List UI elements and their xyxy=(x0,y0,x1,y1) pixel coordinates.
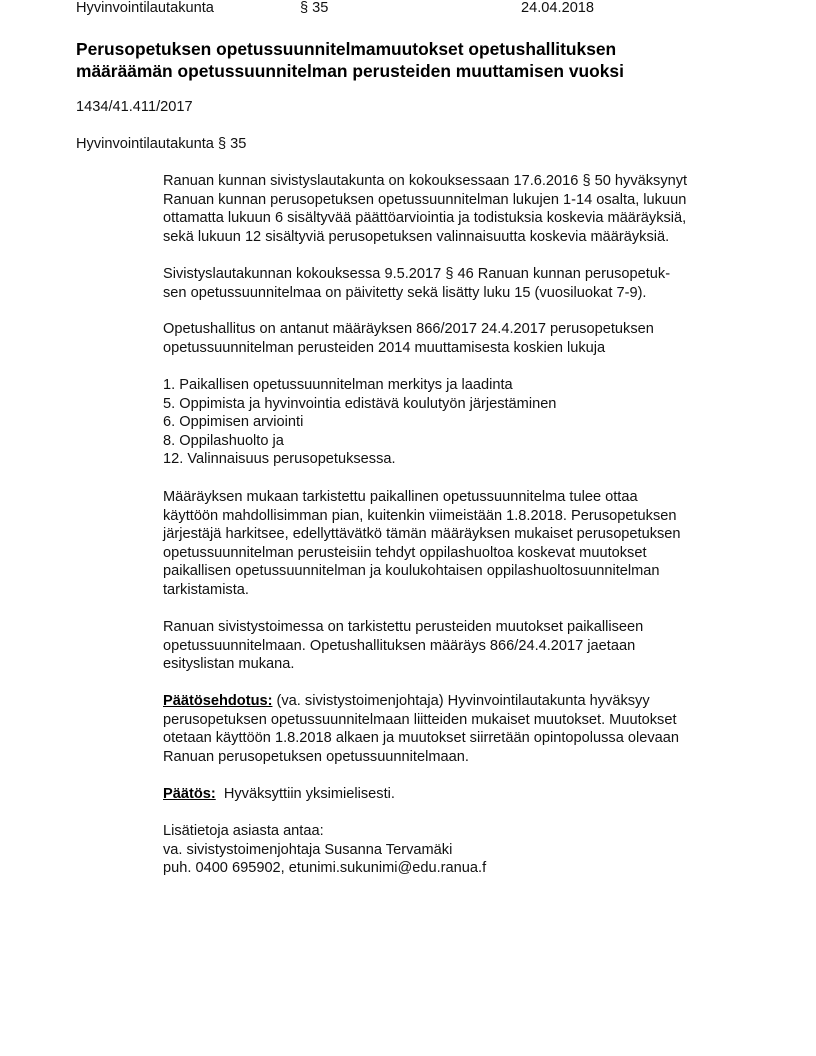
list-item: 8. Oppilashuolto ja xyxy=(163,432,284,449)
document-title xyxy=(76,38,776,82)
header-date: 24.04.2018 xyxy=(521,0,595,16)
chapter-list xyxy=(163,376,763,469)
decision-label: Päätös: xyxy=(163,786,216,802)
document-header xyxy=(0,0,816,19)
text-line: paikallisen opetussuunnitelman ja koulukohtaisen oppilashuoltosuunnitelman xyxy=(163,563,660,580)
text-line: opetussuunnitelman perusteisiin tehdyt oppilashuoltoa koskevat muutokset xyxy=(163,544,647,561)
title-line: määräämän opetussuunnitelman perusteiden muuttamisen vuoksi xyxy=(76,61,624,81)
decision-proposal xyxy=(163,692,763,766)
contact-details: puh. 0400 695902, etunimi.sukunimi@edu.ranua.f xyxy=(163,860,487,877)
header-section: § 35 xyxy=(300,0,329,16)
contact-person: va. sivistystoimenjohtaja Susanna Tervamäki xyxy=(163,841,453,858)
proposal-label: Päätösehdotus: xyxy=(163,693,273,709)
paragraph-background xyxy=(163,172,763,246)
decision-text: Hyväksyttiin yksimielisesti. xyxy=(215,786,395,802)
text-line: Määräyksen mukaan tarkistettu paikallinen opetussuunnitelma tulee ottaa xyxy=(163,489,638,505)
header-committee: Hyvinvointilautakunta xyxy=(76,0,214,16)
text-line: sen opetussuunnitelmaa on päivitetty sekä lisätty luku 15 (vuosiluokat 7-9). xyxy=(163,284,647,301)
text-line xyxy=(163,692,763,711)
list-item: 6. Oppimisen arviointi xyxy=(163,414,304,431)
contact-info xyxy=(163,822,763,878)
paragraph-local-changes xyxy=(163,618,763,674)
diary-number: 1434/41.411/2017 xyxy=(76,99,193,115)
text-line: opetussuunnitelman perusteiden 2014 muuttamisesta koskien lukuja xyxy=(163,339,606,356)
text-line: sekä lukuun 12 sisältyviä perusopetuksen valinnaisuutta koskevia määräyksiä. xyxy=(163,228,670,245)
text-line: perusopetuksen opetussuunnitelmaan liitteiden mukaiset muutokset. Muutokset xyxy=(163,711,677,728)
paragraph-update xyxy=(163,265,763,302)
text-line: Ranuan perusopetuksen opetussuunnitelmaan. xyxy=(163,748,469,765)
list-item: 12. Valinnaisuus perusopetuksessa. xyxy=(163,451,396,468)
text-line: käyttöön mahdollisimman pian, kuitenkin viimeistään 1.8.2018. Perusopetuksen xyxy=(163,507,677,524)
text-line: Sivistyslautakunnan kokouksessa 9.5.2017 § 46 Ranuan kunnan perusopetuk- xyxy=(163,266,671,282)
paragraph-deadline xyxy=(163,488,763,600)
list-item: 1. Paikallisen opetussuunnitelman merkitys ja laadinta xyxy=(163,377,513,393)
contact-intro: Lisätietoja asiasta antaa: xyxy=(163,823,324,839)
committee-reference: Hyvinvointilautakunta § 35 xyxy=(76,136,247,152)
list-item: 5. Oppimista ja hyvinvointia edistävä koulutyön järjestäminen xyxy=(163,395,557,412)
title-line: Perusopetuksen opetussuunnitelmamuutokset opetushallituksen xyxy=(76,39,617,59)
proposal-text: (va. sivistystoimenjohtaja) Hyvinvointilautakunta hyväksyy xyxy=(272,693,650,709)
text-line: ottamatta lukuun 6 sisältyvää päättöarviointia ja todistuksia koskevia määräyksiä, xyxy=(163,210,687,227)
decision xyxy=(163,785,763,804)
text-line: järjestäjä harkitsee, edellyttävätkö tämän määräyksen mukaiset perusopetuksen xyxy=(163,526,681,543)
text-line: opetussuunnitelmaan. Opetushallituksen määräys 866/24.4.2017 jaetaan xyxy=(163,637,636,654)
text-line: Ranuan kunnan perusopetuksen opetussuunnitelman lukujen 1-14 osalta, lukuun xyxy=(163,191,687,208)
text-line: otetaan käyttöön 1.8.2018 alkaen ja muutokset siirretään opintopolussa olevaan xyxy=(163,730,679,747)
text-line: Opetushallitus on antanut määräyksen 866/2017 24.4.2017 perusopetuksen xyxy=(163,321,654,337)
text-line: tarkistamista. xyxy=(163,581,249,598)
text-line: Ranuan kunnan sivistyslautakunta on kokouksessaan 17.6.2016 § 50 hyväksynyt xyxy=(163,173,688,189)
paragraph-regulation xyxy=(163,320,763,357)
text-line: Ranuan sivistystoimessa on tarkistettu perusteiden muutokset paikalliseen xyxy=(163,619,644,635)
text-line: esityslistan mukana. xyxy=(163,656,295,673)
text-line xyxy=(163,785,763,804)
